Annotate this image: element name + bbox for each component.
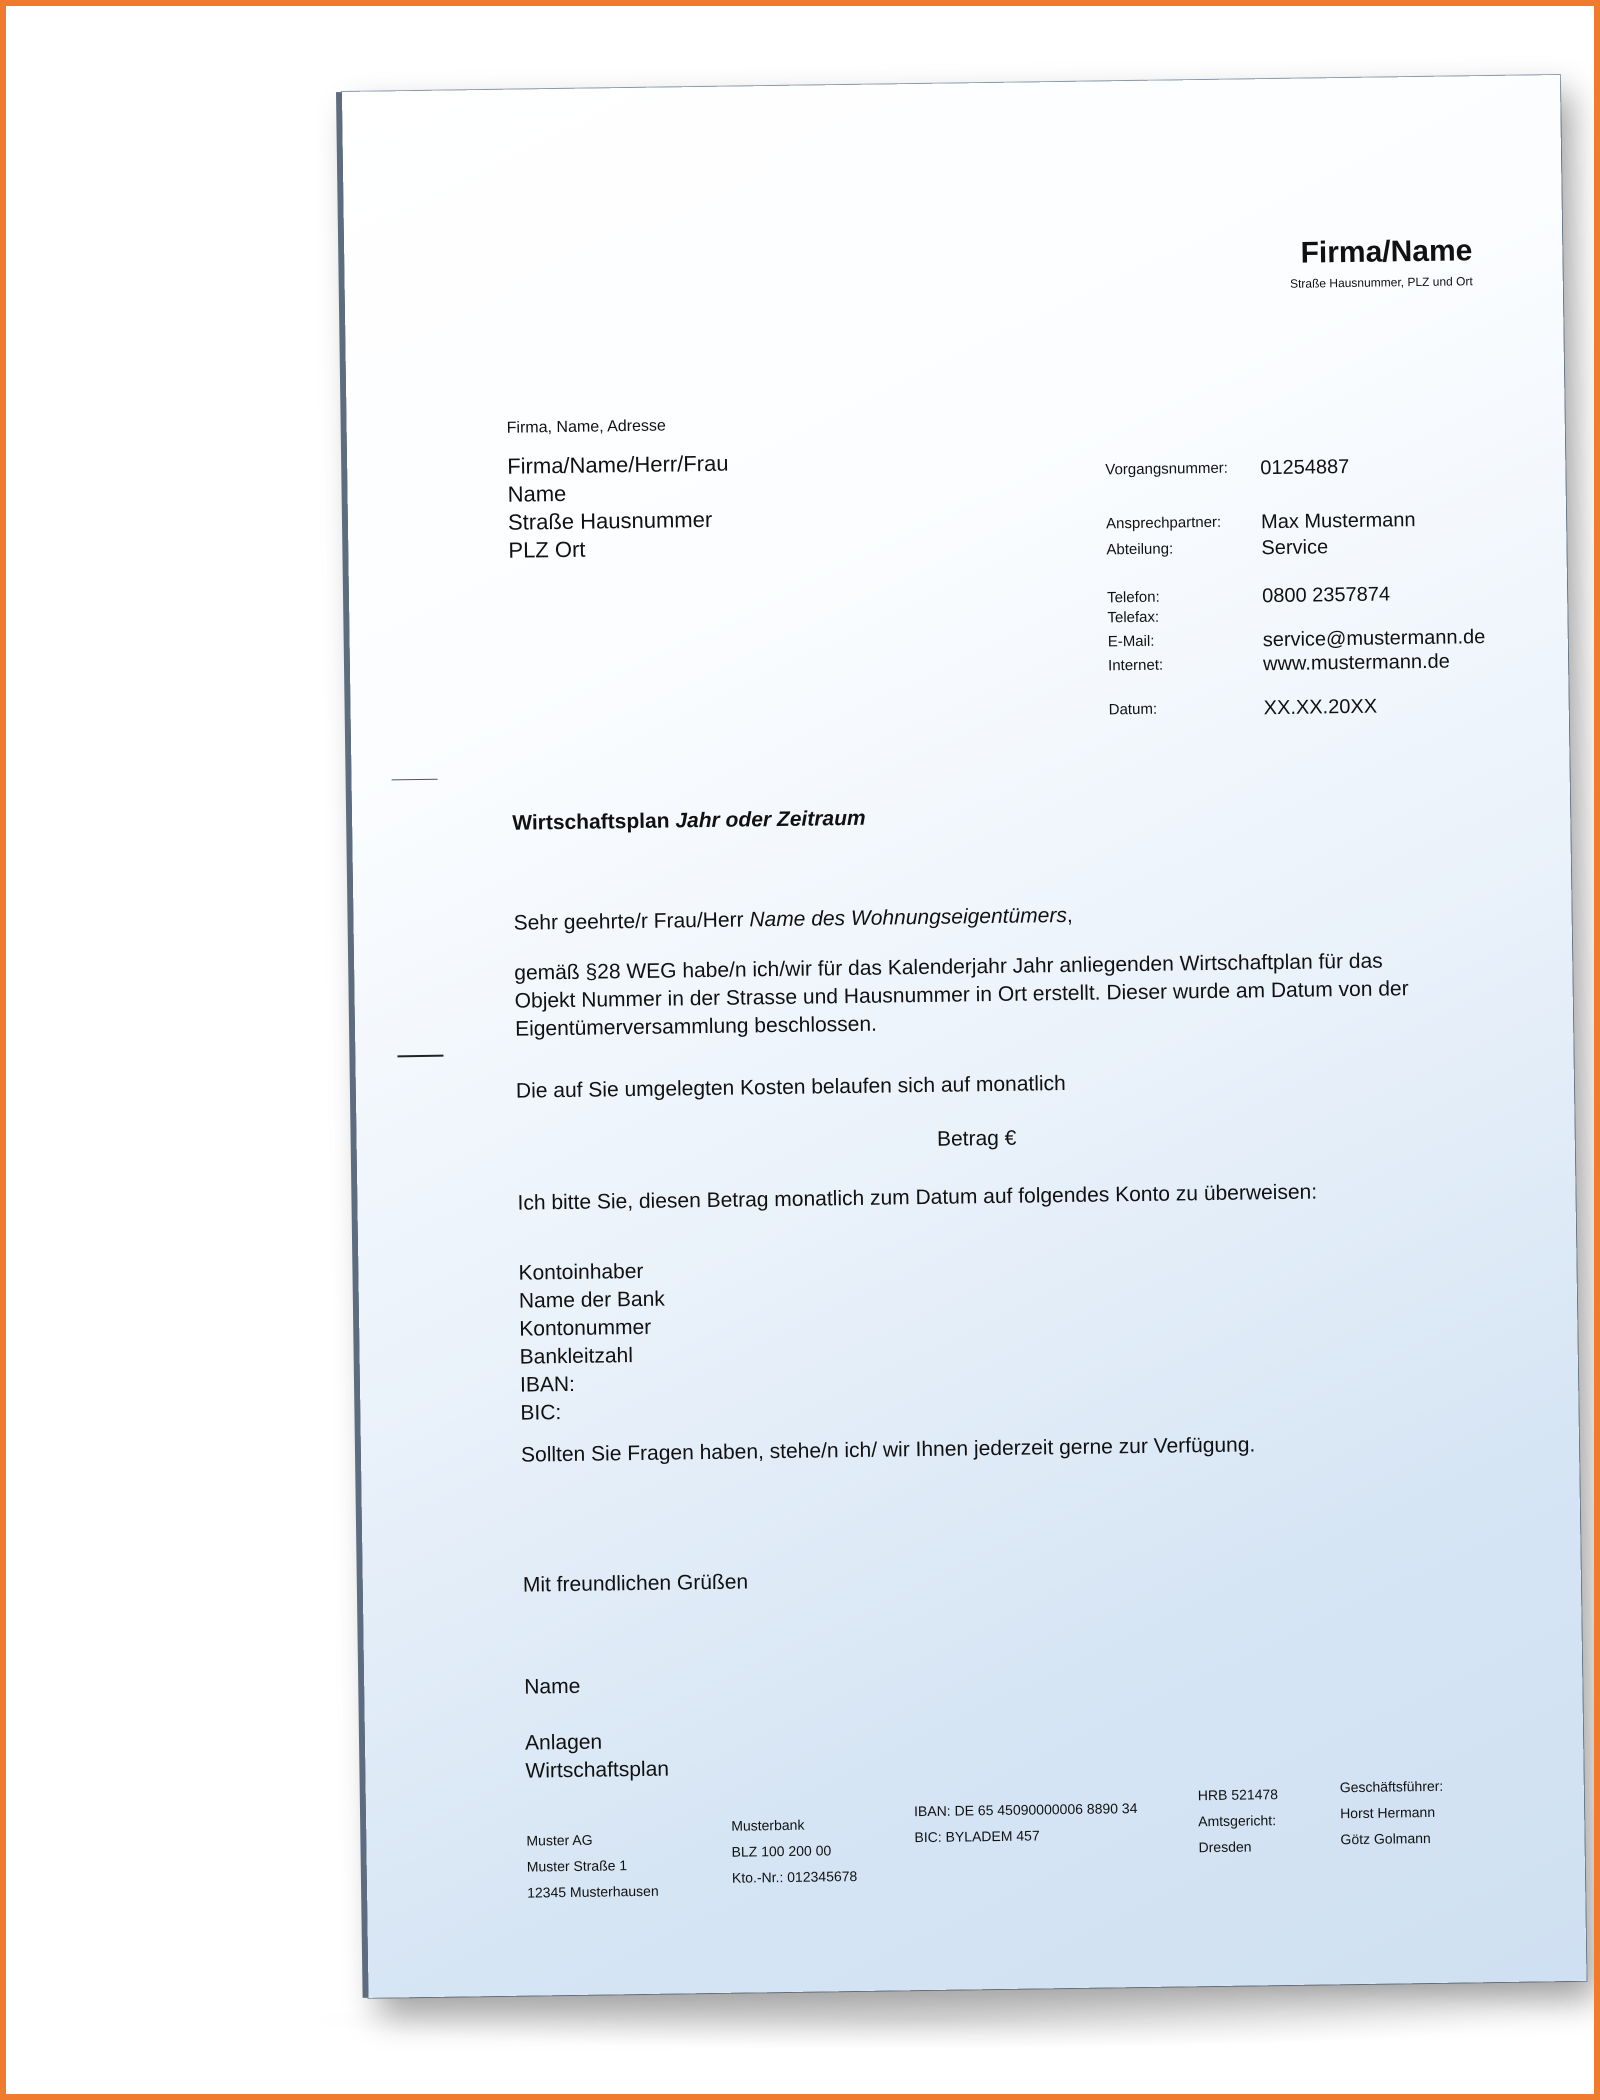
info-label: E-Mail:	[1107, 632, 1155, 651]
attachment-line: Anlagen	[524, 1730, 603, 1755]
footer-line: Muster Straße 1	[526, 1857, 628, 1875]
footer-line: BIC: BYLADEM 457	[914, 1827, 1040, 1846]
footer-register	[1198, 1781, 1279, 1860]
info-row-date	[1109, 694, 1509, 724]
signature-name: Name	[524, 1674, 581, 1699]
footer-line: Götz Golmann	[1340, 1829, 1431, 1848]
subject-title: Wirtschaftsplan	[512, 809, 670, 835]
subject-period: Jahr oder Zeitraum	[675, 806, 866, 833]
info-row-website	[1108, 650, 1508, 680]
letterhead-address: Straße Hausnummer, PLZ und Ort	[1289, 274, 1473, 291]
footer-line: 12345 Musterhausen	[527, 1882, 659, 1901]
info-label: Abteilung:	[1106, 540, 1174, 559]
letter-subject	[512, 807, 866, 836]
info-label: Ansprechpartner:	[1105, 513, 1222, 533]
recipient-line: Firma/Name/Herr/Frau	[507, 450, 729, 479]
fold-mark	[397, 1055, 443, 1058]
bank-field: Kontonummer	[519, 1315, 652, 1341]
body-paragraph: Ich bitte Sie, diesen Betrag monatlich zum Datum auf folgendes Konto zu überweisen:	[517, 1180, 1318, 1215]
closing: Mit freundlichen Grüßen	[522, 1570, 749, 1597]
salutation	[513, 897, 1433, 938]
footer-line: Amtsgericht:	[1198, 1812, 1277, 1830]
footer-management	[1340, 1773, 1445, 1852]
recipient-line: PLZ Ort	[508, 536, 586, 563]
info-label: Telefon:	[1107, 588, 1160, 607]
amount-line: Betrag €	[936, 1126, 1017, 1151]
bank-field: IBAN:	[519, 1372, 576, 1397]
salutation-comma: ,	[1066, 903, 1073, 927]
bank-field: Kontoinhaber	[518, 1259, 644, 1285]
bank-field: Bankleitzahl	[519, 1344, 634, 1369]
salutation-prefix: Sehr geehrte/r Frau/Herr	[513, 908, 744, 935]
footer-line: HRB 521478	[1197, 1786, 1279, 1804]
salutation-name: Name des Wohnungseigentümers	[749, 903, 1068, 932]
footer-iban	[914, 1795, 1138, 1850]
info-value: service@mustermann.de	[1262, 626, 1486, 652]
info-label: Vorgangsnummer:	[1105, 459, 1229, 479]
body-paragraph: gemäß §28 WEG habe/n ich/wir für das Kalenderjahr Jahr anliegenden Wirtschaftplan für das Objekt Nummer in der Strasse und Hausnummer in Ort erstellt. Dieser wurde am Datum von der Eigentümerversammlung beschlossen.	[514, 949, 1409, 1041]
footer-company	[526, 1826, 659, 1906]
recipient-address	[507, 450, 730, 565]
info-row-reference	[1105, 454, 1505, 484]
info-label: Telefax:	[1107, 608, 1160, 627]
info-label: Internet:	[1107, 656, 1164, 675]
body-paragraph: Sollten Sie Fragen haben, stehe/n ich/ wir Ihnen jederzeit gerne zur Verfügung.	[520, 1433, 1256, 1467]
footer-line: Musterbank	[731, 1816, 805, 1834]
info-row-contact	[1106, 508, 1506, 538]
info-value: www.mustermann.de	[1262, 650, 1450, 676]
bank-field: Name der Bank	[518, 1287, 665, 1313]
info-value: 0800 2357874	[1261, 583, 1391, 608]
info-value: Service	[1261, 536, 1329, 560]
recipient-line: Straße Hausnummer	[507, 506, 713, 535]
footer-bank	[731, 1811, 857, 1891]
footer-line: Dresden	[1198, 1838, 1252, 1856]
bank-field: BIC:	[520, 1401, 562, 1425]
info-value: XX.XX.20XX	[1263, 695, 1378, 720]
footer-line: Muster AG	[526, 1831, 593, 1849]
page-floor-shadow	[300, 1990, 1540, 2050]
info-row-department	[1106, 534, 1506, 564]
info-value: 01254887	[1260, 455, 1350, 480]
footer-line: Horst Hermann	[1340, 1803, 1436, 1822]
bank-details	[518, 1258, 666, 1428]
letterhead-title: Firma/Name	[1300, 234, 1473, 270]
footer-line: Kto.-Nr.: 012345678	[731, 1867, 858, 1886]
attachment-line: Wirtschaftsplan	[525, 1757, 670, 1783]
recipient-line: Name	[507, 480, 567, 507]
body-paragraph: Die auf Sie umgelegten Kosten belaufen sich auf monatlich	[515, 1071, 1066, 1103]
info-value: Max Mustermann	[1260, 509, 1416, 534]
info-label: Datum:	[1108, 700, 1158, 719]
letter-page	[342, 75, 1586, 1998]
sender-return-line: Firma, Name, Adresse	[506, 417, 666, 437]
footer-line: BLZ 100 200 00	[731, 1842, 832, 1860]
footer-line: Geschäftsführer:	[1339, 1777, 1444, 1796]
fold-mark	[392, 779, 438, 781]
footer-line: IBAN: DE 65 45090000006 8890 34	[913, 1800, 1138, 1820]
attachments	[525, 1717, 1446, 1786]
